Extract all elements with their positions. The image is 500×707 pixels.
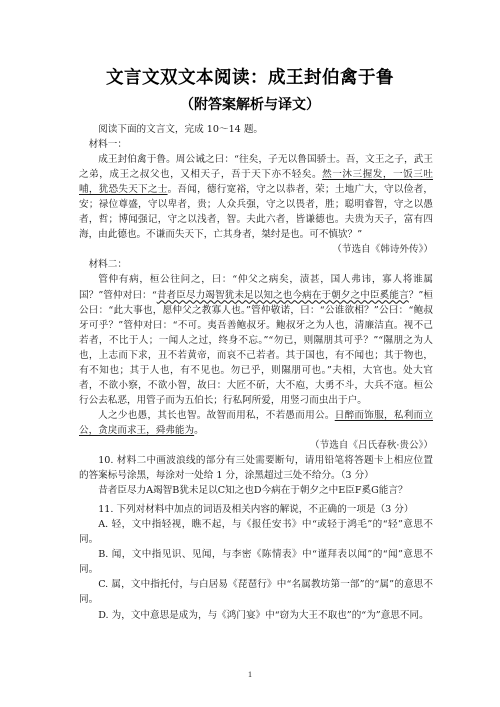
material1-text-b: 。吾闻，德行宽裕，守之以恭者，荣；土地广大，守以俭者，安；禄位尊盛，守以卑者，贵；人众兵强，守之以畏者，胜；聪明睿智，守之以愚者，哲；博闻强记，守之以浅者，智。夫此六者，皆谦德也。夫贵为天子，富有四海，由此德也。不谦而失天下，亡其身者，桀纣是也。可不慎欤？” (79, 184, 434, 241)
document-body (79, 122, 433, 623)
question-11-option-d: D. 为，文中意思是成为，与《鸿门宴》中“窃为大王不取也”的“为”意思不同。 (98, 609, 429, 621)
material1-paragraph (79, 152, 433, 242)
material1-label: 材料一： (88, 139, 127, 151)
question-11-stem: 11. 下列对材料中加点的词语及相关内容的解说，不正确的一项是（3 分） (98, 504, 414, 516)
material1-underlined-sentence: 然一沐三握发，一饭三吐哺，犹恐失天下之士 (79, 169, 434, 196)
material1-text-a: 成王封伯禽于鲁。周公诫之曰：“往矣，子无以鲁国骄士。吾，文王之子，武王之弟，成王之叔父也，又相天子，吾于天下亦不轻矣。 (79, 154, 433, 181)
question-11-option-c: C. 属，文中指托付，与白居易《琵琶行》中“名属教坊第一部”的“属”的意思不同。 (79, 579, 433, 606)
question-10-answer: 昔者臣尽力A竭智B犹未足以C知之也D今病在于朝夕之中E臣F奚G能言？ (98, 485, 408, 497)
material2-p1-text-a: 管仲有病，桓公往问之，曰：“仲父之病矣，渍甚，国人弗讳，寡人将谁属国？”管仲对曰：“ (79, 274, 433, 301)
page-number: 1 (248, 670, 252, 679)
intro-text: 阅读下面的文言文，完成 10～14 题。 (98, 124, 264, 135)
material2-paragraph-2 (79, 408, 433, 438)
document-subtitle: （附答案解析与译文） (180, 97, 320, 113)
question-10-stem: 10. 材料二中画波浪线的部分有三处需要断句，请用铅笔将答题卡上相应位置的答案标号涂黑，每涂对一处给 1 分，涂黑超过三处不给分。（3 分） (79, 455, 433, 482)
material1-source: （节选自《韩诗外传》） (332, 244, 433, 256)
material2-p2-text-a: 人之少也愚，其长也智。故智而用私，不若愚而用公。 (98, 409, 335, 421)
material2-label: 材料二： (88, 259, 127, 271)
material2-paragraph-1 (79, 272, 433, 407)
material2-underlined-sentence: 日醉而饰服，私利而立公，贪戾而求王，舜弗能为 (79, 409, 434, 436)
material2-source: （节选自《吕氏春秋·贵公》） (310, 439, 433, 451)
material2-wavy-underlined-passage: 昔者臣尽力竭智犹未足以知之也今病在于朝夕之中臣奚能言 (156, 289, 409, 301)
document-title: 文言文双文本阅读：成王封伯禽于鲁 (106, 68, 394, 88)
question-11-option-b: B. 闻，文中指见识、见闻，与李密《陈情表》中“谨拜表以闻”的“闻”意思不同。 (79, 549, 433, 576)
material2-p2-text-b: 。 (194, 424, 204, 436)
question-11-option-a: A. 轻，文中指轻视，瞧不起，与《报任安书》中“或轻于鸿毛”的“轻”意思不同。 (79, 519, 433, 546)
material2-p1-text-b: ？”桓公曰：“此大事也，愿仲父之教寡人也。”管仲敬诺，曰：“公谁欲相？”公曰：“鲍叔牙可乎？”管仲对曰：“不可。夷吾善鲍叔牙。鲍叔牙之为人也，清廉洁直。视不己若者，不比于人；一闻人之过，终身不忘。”“勿已，则隰朋其可乎？”“隰朋之为人也，上志而下求，丑不若黄帝，而哀不己若者。其于国也，有不闻也；其于物也，有不知也；其于人也，有不见也。勿已乎，则隰朋可也。”夫相，大官也。处大官者，不欲小察，不欲小智，故曰：大匠不斫，大不庖，大勇不斗，大兵不寇。桓公行公去私恶，用管子而为五伯长；行私阿所爱，用竖刁而虫出于户。 (79, 289, 434, 406)
